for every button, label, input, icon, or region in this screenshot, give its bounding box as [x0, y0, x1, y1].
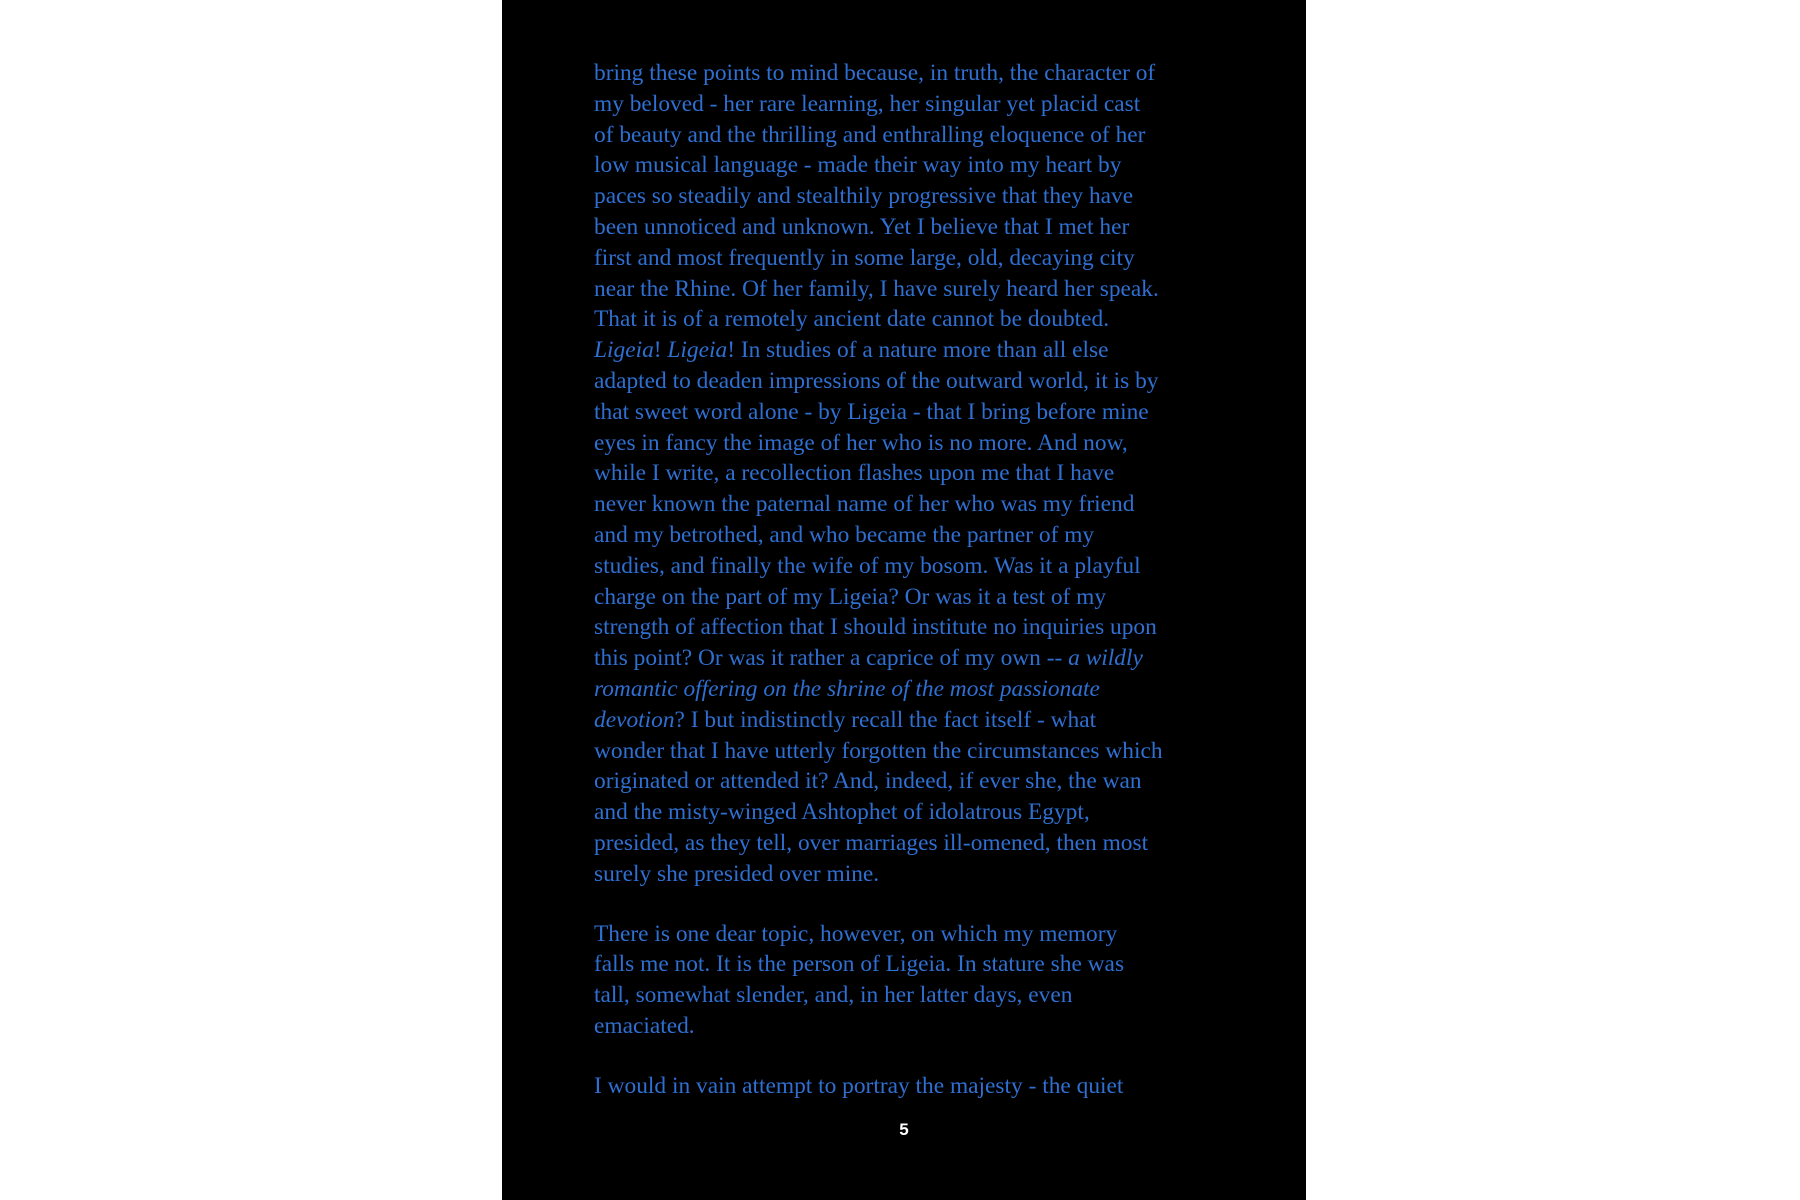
text-run: bring these points to mind because, in truth, the character of — [594, 60, 1156, 86]
text-line — [594, 397, 1274, 428]
text-run: and my betrothed, and who became the partner of my — [594, 521, 1095, 548]
text-run: ! — [653, 337, 668, 364]
text-run: wonder that I have utterly forgotten the circumstances which — [594, 737, 1163, 764]
book-page[interactable] — [502, 0, 1306, 1200]
text-line — [594, 150, 1274, 181]
italic-text: devotion — [594, 706, 675, 733]
text-run: ? I but indistinctly recall the fact itself - what — [674, 706, 1097, 733]
text-line — [594, 520, 1274, 551]
text-line — [594, 612, 1274, 643]
text-run: adapted to deaden impressions of the outward world, it is by — [594, 367, 1159, 394]
page-number: 5 — [899, 1120, 909, 1139]
text-line — [594, 304, 1274, 335]
text-run: this point? Or was it rather a caprice of my own -- — [594, 645, 1069, 672]
text-line — [594, 274, 1274, 305]
text-run: eyes in fancy the image of her who is no more. And now, — [594, 429, 1128, 456]
text-line — [594, 919, 1274, 950]
italic-text: Ligeia — [594, 337, 654, 364]
paragraph-gap — [594, 890, 1274, 919]
text-run: surely she presided over mine. — [594, 860, 880, 887]
text-line — [594, 1071, 1274, 1102]
text-run: charge on the part of my Ligeia? Or was it a test of my — [594, 583, 1107, 610]
text-run: originated or attended it? And, indeed, if ever she, the wan — [594, 768, 1142, 795]
text-run: paces so steadily and stealthily progressive that they have — [594, 183, 1134, 210]
text-line — [594, 89, 1274, 120]
text-line — [594, 643, 1274, 674]
text-line — [594, 120, 1274, 151]
paragraph-gap — [594, 1042, 1274, 1071]
text-run: of beauty and the thrilling and enthralling eloquence of her — [594, 121, 1146, 148]
text-line — [594, 736, 1274, 767]
text-line — [594, 243, 1274, 274]
paragraph — [594, 919, 1274, 1042]
text-run: strength of affection that I should institute no inquiries upon — [594, 614, 1157, 641]
text-line — [594, 181, 1274, 212]
text-line — [594, 366, 1274, 397]
text-line — [594, 949, 1274, 980]
text-line — [594, 797, 1274, 828]
text-run: presided, as they tell, over marriages ill-omened, then most — [594, 829, 1149, 856]
text-run: and the misty-winged Ashtophet of idolatrous Egypt, — [594, 799, 1090, 826]
text-run: low musical language - made their way into my heart by — [594, 152, 1122, 179]
italic-text: a wildly — [1068, 645, 1143, 672]
text-run: studies, and finally the wife of my bosom. Was it a playful — [594, 552, 1141, 579]
text-run: ! In studies of a nature more than all else — [727, 337, 1109, 364]
text-line — [594, 212, 1274, 243]
text-run: tall, somewhat slender, and, in her latter days, even — [594, 982, 1073, 1009]
text-line — [594, 828, 1274, 859]
text-line — [594, 458, 1274, 489]
text-line — [594, 1011, 1274, 1042]
italic-text: romantic offering on the shrine of the most passionate — [594, 675, 1100, 702]
text-run: near the Rhine. Of her family, I have surely heard her speak. — [594, 275, 1159, 302]
text-run: falls me not. It is the person of Ligeia. In stature she was — [594, 951, 1125, 978]
text-run: first and most frequently in some large, old, decaying city — [594, 244, 1135, 271]
text-line — [594, 428, 1274, 459]
text-line — [594, 674, 1274, 705]
paragraph — [594, 1071, 1274, 1102]
text-run: That it is of a remotely ancient date cannot be doubted. — [594, 306, 1110, 333]
text-line — [594, 859, 1274, 890]
text-run: been unnoticed and unknown. Yet I believe that I met her — [594, 213, 1130, 240]
italic-text: Ligeia — [667, 337, 728, 364]
text-run: while I write, a recollection flashes upon me that I have — [594, 460, 1115, 487]
text-run: my beloved - her rare learning, her singular yet placid cast — [594, 90, 1141, 117]
text-run: that sweet word alone - by Ligeia - that I bring before mine — [594, 398, 1149, 425]
text-line — [594, 335, 1274, 366]
paragraph — [594, 58, 1274, 890]
text-line — [594, 705, 1274, 736]
text-run: There is one dear topic, however, on which my memory — [594, 920, 1118, 947]
text-line — [594, 58, 1274, 89]
text-run: I would in vain attempt to portray the majesty - the quiet — [594, 1072, 1124, 1099]
text-run: never known the paternal name of her who was my friend — [594, 491, 1135, 518]
text-line — [594, 489, 1274, 520]
text-run: emaciated. — [594, 1012, 695, 1039]
text-line — [594, 582, 1274, 613]
text-line — [594, 980, 1274, 1011]
page-text — [594, 58, 1274, 1102]
text-line — [594, 551, 1274, 582]
text-line — [594, 766, 1274, 797]
